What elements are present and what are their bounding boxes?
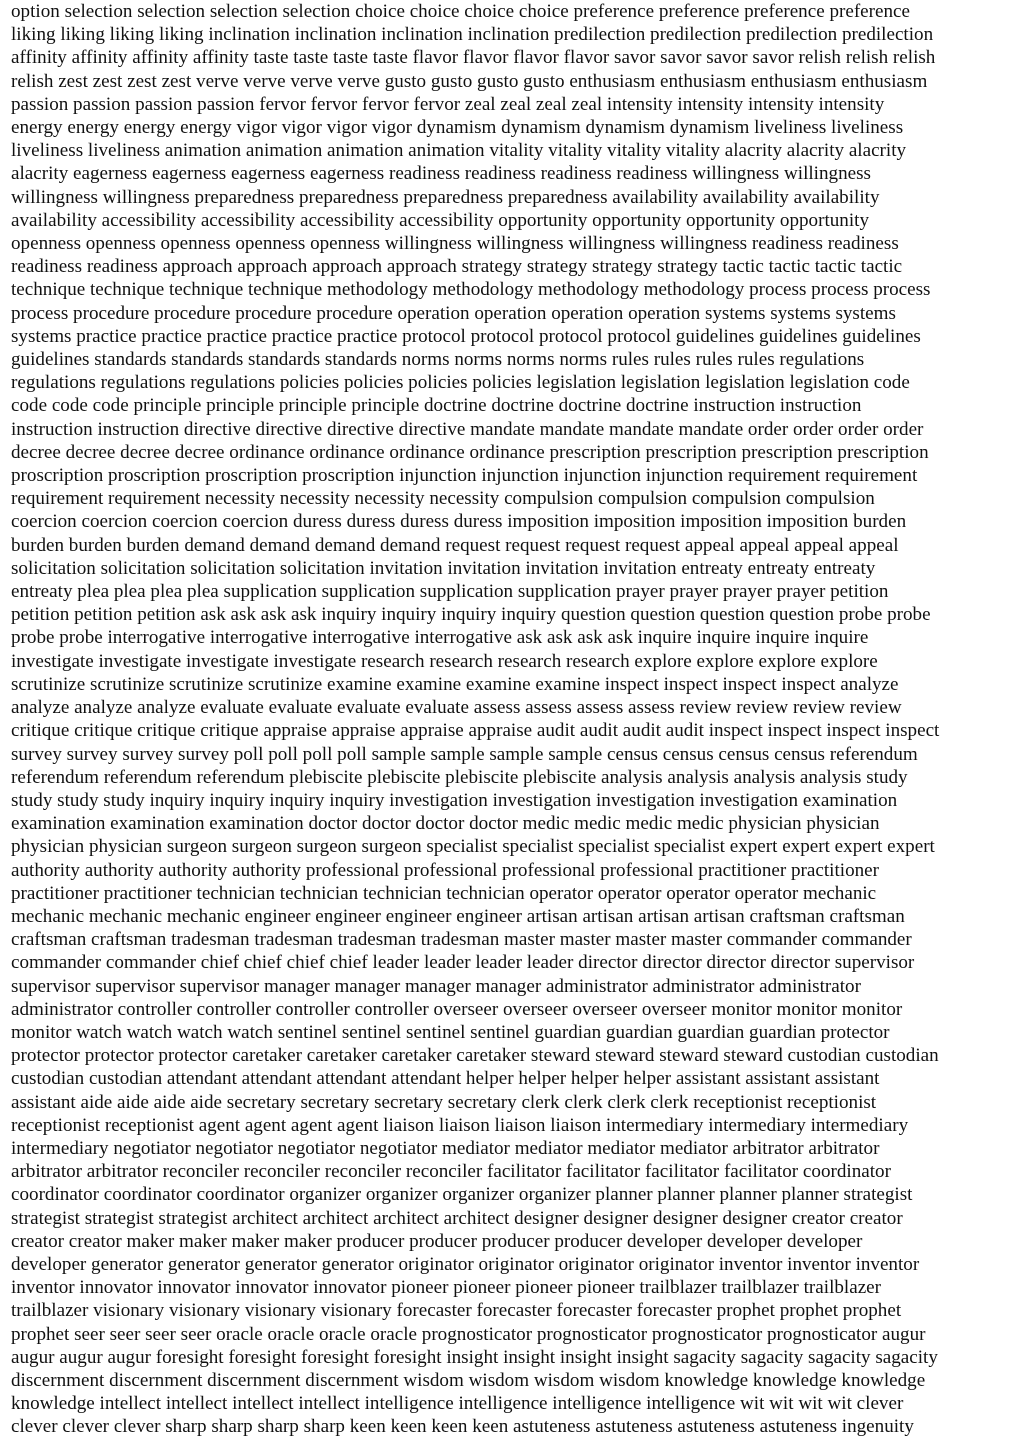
text-line: referendum referendum referendum plebiscite plebiscite plebiscite plebiscite analysis analysis analysis analysis study	[11, 766, 908, 788]
text-line: petition petition petition ask ask ask ask inquiry inquiry inquiry inquiry question question question question probe probe	[11, 604, 931, 626]
text-line: scrutinize scrutinize scrutinize scrutinize examine examine examine examine inspect inspect inspect inspect analyze	[11, 673, 899, 695]
text-line: survey survey survey survey poll poll poll poll sample sample sample sample census census census census referendum	[11, 743, 918, 765]
text-line: willingness willingness preparedness preparedness preparedness preparedness availability availability availability	[11, 186, 880, 208]
text-line: study study study inquiry inquiry inquiry inquiry investigation investigation investigation investigation examination	[11, 789, 898, 811]
text-line: availability accessibility accessibility accessibility accessibility opportunity opportunity opportunity opportunity	[11, 209, 869, 231]
text-line: creator creator maker maker maker maker producer producer producer producer developer developer developer	[11, 1230, 863, 1252]
text-line: readiness readiness approach approach approach approach strategy strategy strategy strategy tactic tactic tactic tactic	[11, 256, 903, 278]
text-line: prophet seer seer seer seer oracle oracle oracle oracle prognosticator prognosticator prognosticator prognosticator augur	[11, 1323, 926, 1345]
text-line: examination examination examination doctor doctor doctor doctor medic medic medic medic physician physician	[11, 813, 880, 835]
text-line: alacrity eagerness eagerness eagerness eagerness readiness readiness readiness readiness willingness willingness	[11, 163, 871, 185]
text-line: affinity affinity affinity affinity taste taste taste taste flavor flavor flavor flavor savor savor savor savor relish relish relish	[11, 47, 936, 69]
text-line: guidelines standards standards standards standards norms norms norms norms rules rules rules rules regulations	[11, 349, 865, 371]
text-line: relish zest zest zest zest verve verve verve verve gusto gusto gusto gusto enthusiasm enthusiasm enthusiasm enthusiasm	[11, 70, 928, 92]
text-line: liveliness liveliness animation animation animation animation vitality vitality vitality vitality alacrity alacrity alacrity	[11, 140, 907, 162]
text-line: code code code principle principle principle principle doctrine doctrine doctrine doctrine instruction instruction	[11, 395, 862, 417]
text-line: regulations regulations regulations policies policies policies policies legislation legislation legislation legislation code	[11, 372, 910, 394]
text-line: burden burden burden demand demand demand demand request request request request appeal appeal appeal appeal	[11, 534, 899, 556]
text-line: authority authority authority authority professional professional professional professional practitioner practitioner	[11, 859, 880, 881]
text-line: clever clever clever sharp sharp sharp sharp keen keen keen keen astuteness astuteness astuteness astuteness ingenuity	[11, 1416, 914, 1438]
text-line: passion passion passion passion fervor fervor fervor fervor zeal zeal zeal zeal intensity intensity intensity intensity	[11, 93, 885, 115]
text-line: practitioner practitioner technician technician technician technician operator operator operator operator mechanic	[11, 882, 877, 904]
text-line: probe probe interrogative interrogative interrogative interrogative ask ask ask ask inquire inquire inquire inquire	[11, 627, 869, 649]
text-line: arbitrator arbitrator reconciler reconciler reconciler reconciler facilitator facilitator facilitator facilitator coordinator	[11, 1161, 891, 1183]
text-line: requirement requirement necessity necessity necessity necessity compulsion compulsion compulsion compulsion	[11, 488, 875, 510]
text-line: commander commander chief chief chief chief leader leader leader leader director director director director supervisor	[11, 952, 915, 974]
text-line: coercion coercion coercion coercion duress duress duress duress imposition imposition imposition imposition burden	[11, 511, 907, 533]
text-line: solicitation solicitation solicitation solicitation invitation invitation invitation invitation entreaty entreaty entreaty	[11, 557, 876, 579]
text-line: physician physician surgeon surgeon surgeon surgeon specialist specialist specialist specialist expert expert expert expert	[11, 836, 935, 858]
text-line: process procedure procedure procedure procedure operation operation operation operation systems systems systems	[11, 302, 896, 324]
text-line: investigate investigate investigate investigate research research research research explore explore explore explore	[11, 650, 878, 672]
text-line: mechanic mechanic mechanic engineer engineer engineer engineer artisan artisan artisan artisan craftsman craftsman	[11, 905, 905, 927]
text-line: knowledge intellect intellect intellect intellect intelligence intelligence intelligence intelligence wit wit wit wit clever	[11, 1393, 904, 1415]
text-line: option selection selection selection selection choice choice choice choice preference preference preference preference	[11, 1, 910, 22]
text-line: developer generator generator generator generator originator originator originator originator inventor inventor inventor	[11, 1253, 920, 1275]
text-line: receptionist receptionist agent agent agent agent liaison liaison liaison liaison intermediary intermediary intermediary	[11, 1114, 909, 1136]
text-line: entreaty plea plea plea plea supplication supplication supplication supplication prayer prayer prayer prayer petition	[11, 581, 889, 603]
text-line: trailblazer visionary visionary visionary visionary forecaster forecaster forecaster forecaster prophet prophet prophet	[11, 1300, 902, 1322]
text-line: protector protector protector caretaker caretaker caretaker caretaker steward steward steward steward custodian custodian	[11, 1045, 939, 1067]
text-line: craftsman craftsman tradesman tradesman tradesman tradesman master master master master commander commander	[11, 929, 912, 951]
text-line: energy energy energy energy vigor vigor vigor vigor dynamism dynamism dynamism dynamism liveliness liveliness	[11, 117, 904, 139]
text-line: critique critique critique critique appraise appraise appraise appraise audit audit audit audit inspect inspect inspect inspect	[11, 720, 940, 742]
text-line: inventor innovator innovator innovator innovator pioneer pioneer pioneer pioneer trailblazer trailblazer trailblazer	[11, 1277, 882, 1299]
text-line: assistant aide aide aide aide secretary secretary secretary secretary clerk clerk clerk clerk receptionist receptionist	[11, 1091, 877, 1113]
text-line: systems practice practice practice practice practice protocol protocol protocol protocol guidelines guidelines guidelines	[11, 325, 921, 347]
text-line: proscription proscription proscription proscription injunction injunction injunction injunction requirement requirement	[11, 465, 918, 487]
text-line: monitor watch watch watch watch sentinel sentinel sentinel sentinel guardian guardian guardian guardian protector	[11, 1021, 890, 1043]
text-line: administrator controller controller controller controller overseer overseer overseer overseer monitor monitor monitor	[11, 998, 903, 1020]
text-line: instruction instruction directive directive directive directive mandate mandate mandate mandate order order order order	[11, 418, 924, 440]
text-line: strategist strategist strategist architect architect architect architect designer designer designer designer creator creator	[11, 1207, 903, 1229]
text-line: custodian custodian attendant attendant attendant attendant helper helper helper helper assistant assistant assistant	[11, 1068, 880, 1090]
text-line: discernment discernment discernment discernment wisdom wisdom wisdom wisdom knowledge knowledge knowledge	[11, 1369, 926, 1391]
text-line: coordinator coordinator coordinator organizer organizer organizer organizer planner planner planner planner strategist	[11, 1184, 913, 1206]
text-line: augur augur augur foresight foresight foresight foresight insight insight insight insight sagacity sagacity sagacity sagacity	[11, 1346, 938, 1368]
text-line: intermediary negotiator negotiator negotiator negotiator mediator mediator mediator mediator arbitrator arbitrator	[11, 1137, 880, 1159]
text-line: supervisor supervisor supervisor manager manager manager manager administrator administrator administrator	[11, 975, 861, 997]
text-line: openness openness openness openness openness willingness willingness willingness willingness readiness readiness	[11, 233, 899, 255]
text-line: analyze analyze analyze evaluate evaluate evaluate evaluate assess assess assess assess review review review review	[11, 697, 902, 719]
text-line: liking liking liking liking inclination inclination inclination inclination predilection predilection predilection predilection	[11, 24, 934, 46]
text-line: decree decree decree decree ordinance ordinance ordinance ordinance prescription prescription prescription prescription	[11, 441, 929, 463]
text-line: technique technique technique technique methodology methodology methodology methodology process process process	[11, 279, 931, 301]
